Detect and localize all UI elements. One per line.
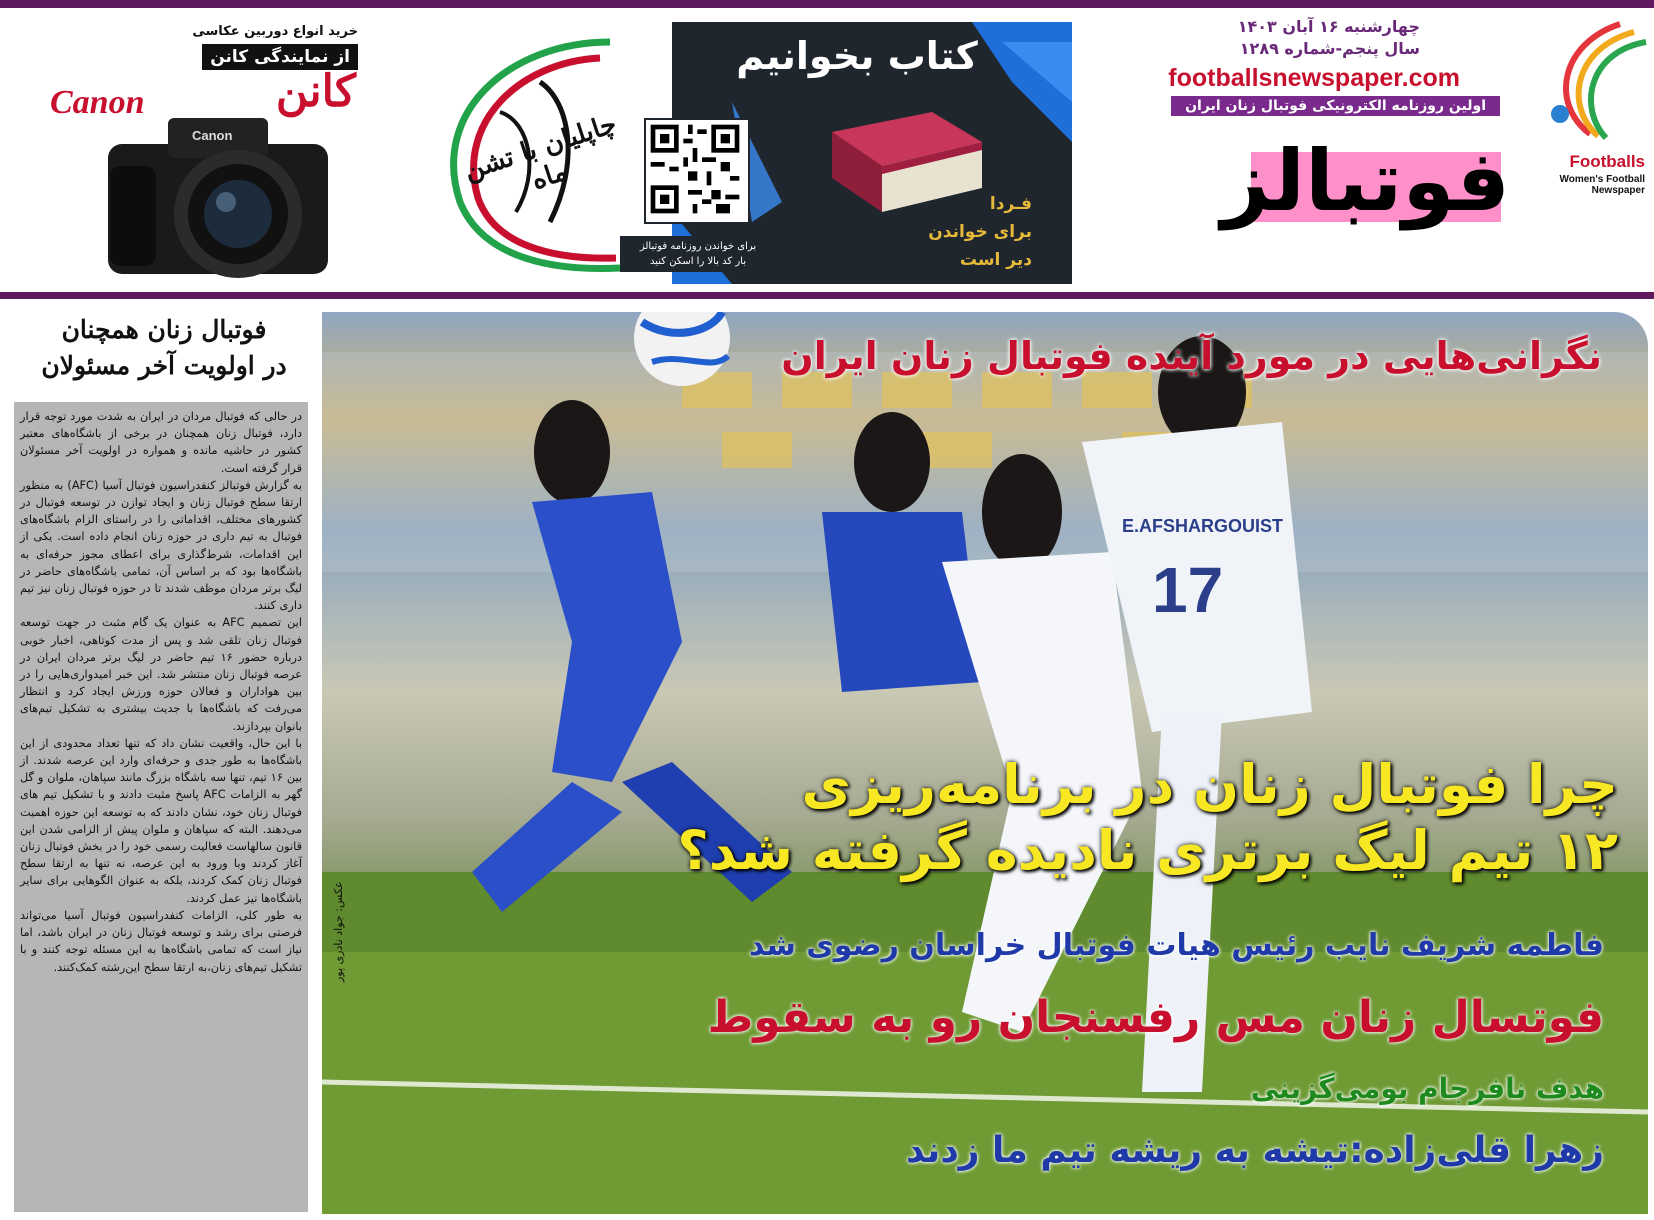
canon-ad-brand-en: Canon [50,84,145,121]
article-paragraph: به گزارش فوتبالز کنفدراسیون فوتبال آسیا (AFC) به منظور ارتقا سطح فوتبال زنان و ایجاد توازن در توسعه فوتبال در کشورهای مختلف، اقداماتی را در راستای الزام باشگاه‌های فوتبال به تیم داری در حوزه زنان انجام داده است. یکی از این اقدامات، شرط‌گذاری برای اعطای مجوز حرفه‌ای به باشگاه‌ها بود که بر اساس آن، تمامی باشگاه‌های حاضر در لیگ برتر مردان موظف شدند تا در حوزه فوتبال زنان نیز تیم داری کنند. [20,478,302,613]
masthead-bottom-rule [0,292,1654,299]
book-ad-slogan-line: برای خواندن [928,222,1032,242]
website-link[interactable]: footballsnewspaper.com [1168,64,1460,92]
hero-subheadline-sharif[interactable]: فاطمه شریف نایب رئیس هیات فوتبال خراسان رضوی شد [749,928,1604,963]
book-ad-title: کتاب بخوانیم [736,34,978,78]
book-ad-slogan [928,190,1032,274]
hero-headline-line: چرا فوتبال زنان در برنامه‌ریزی [801,753,1618,816]
qr-caption-line: برای خواندن روزنامه فوتبالز [639,241,757,252]
qr-code-icon [646,120,744,218]
tagline: اولین روزنامه الکترونیکی فوتبال زنان ایران [1171,96,1500,116]
jersey-number: 17 [1152,554,1224,626]
qr-caption [620,236,776,272]
sidebar-article-body [14,402,308,1212]
masthead [1105,14,1650,290]
sidebar-headline-line: فوتبال زنان همچنان [61,315,267,344]
article-paragraph: با این حال، واقعیت نشان داد که تنها تعداد محدودی از این باشگاه‌ها به طور جدی و حرفه‌ای وارد این عرصه شدند. از بین ۱۶ تیم، تنها سه باشگاه بزرگ مانند سپاهان، ملوان و گل گهر به الزامات AFC پاسخ مثبت دادند و با تشکیل تیم های فوتبال زنان خود، نشان دادند که به توسعه این حوزه اهمیت می‌دهند. البته که سپاهان و ملوان پیش از الزامی شدن این قانون سالهاست فعالیت رسمی خود را در بخش فوتبال زنان آغاز کردند وبا ورود به این عرصه، نه تنها به ارتقا سطح فوتبال زنان کمک کردند، بلکه به عنوان الگوهایی برای سایر باشگاه‌ها نیز عمل کردند. [20,736,303,905]
hero-overline[interactable]: نگرانی‌هایی در مورد آینده فوتبال زنان ایران [781,334,1602,378]
canon-ad-brand-fa: کانن [275,66,356,117]
svg-text:Canon: Canon [192,128,233,143]
canon-ad-top-line: خرید انواع دوربین عکاسی [192,24,358,39]
sidebar-headline[interactable] [14,312,314,384]
canon-advertisement[interactable] [28,22,368,290]
hero-subheadline-native-selection[interactable]: هدف نافرجام بومی‌گزینی [1250,1072,1604,1105]
top-rule [0,0,1654,8]
logo-english-subtitle: Women's Football Newspaper [1559,174,1645,196]
calligraphy-logo [420,22,640,290]
camera-image [98,106,338,286]
newspaper-logo[interactable]: فوتبالز [1211,126,1520,236]
issue-number: سال پنجم-شماره ۱۲۸۹ [1239,39,1420,58]
qr-caption-line: بار کد بالا را اسکن کنید [649,256,747,267]
calligraphy-text: چاپلیان با تشن ماه [460,109,621,197]
jersey-name: E.AFSHARGOUIST [1122,516,1284,536]
hero-photo[interactable] [322,312,1648,1214]
hero-subheadline-futsal[interactable]: فوتسال زنان مس رفسنجان رو به سقوط [707,992,1604,1043]
book-ad-slogan-line: فـردا [989,194,1032,214]
sidebar-headline-line: در اولویت آخر مسئولان [41,351,287,380]
photo-credit: عکس: جواد نادری پور [332,881,345,982]
issue-date-block [1238,16,1420,60]
logo-english-name: Footballs [1569,152,1645,171]
qr-code[interactable] [644,118,750,224]
article-paragraph: به طور کلی، الزامات کنفدراسیون فوتبال آسیا می‌تواند فرصتی برای رشد و توسعه فوتبال زنان در ایران باشد، اما نیاز است که تمامی باشگاه‌ها به این مسئله توجه کنند و با تشکیل تیم‌های زنان،به ارتقا سطح این‌رشته کمک‌کنند. [20,908,302,974]
hero-main-headline[interactable] [677,752,1618,884]
hero-headline-line: ۱۲ تیم لیگ برتری نادیده گرفته شد؟ [677,819,1618,882]
canon-ad-dealer-line: از نمایندگی کانن [202,44,358,70]
article-paragraph: این تصمیم AFC به عنوان یک گام مثبت در جهت توسعه فوتبال زنان تلقی شد و پس از مدت کوتاهی، اخبار خوبی درباره حضور ۱۶ تیم حاضر در لیگ برتر مردان ایران در عرصه فوتبال زنان منتشر شد. این خبر امیدواری‌هایی را در بین هواداران و فعالان حوزه ورزش ایجاد کرد و انتظار می‌رفت که باشگاه‌ها با جدیت بیشتری به تشکیل تیم‌های بانوان بپردازند. [20,616,302,733]
article-paragraph: در حالی که فوتبال مردان در ایران به شدت مورد توجه قرار دارد، فوتبال زنان همچنان در برخی از باشگاه‌های معتبر کشور در حاشیه مانده و همواره در اولویت آخر مسئولان قرار گرفته است. [20,410,302,475]
issue-date: چهارشنبه ۱۶ آبان ۱۴۰۳ [1237,17,1420,36]
sidebar-article [14,312,314,1214]
book-ad-slogan-line: دیر است [959,250,1032,270]
hero-subheadline-gholizadeh[interactable]: زهرا قلی‌زاده:تیشه به ریشه تیم ما زدند [906,1130,1604,1171]
logo-emblem-icon [1530,14,1650,144]
